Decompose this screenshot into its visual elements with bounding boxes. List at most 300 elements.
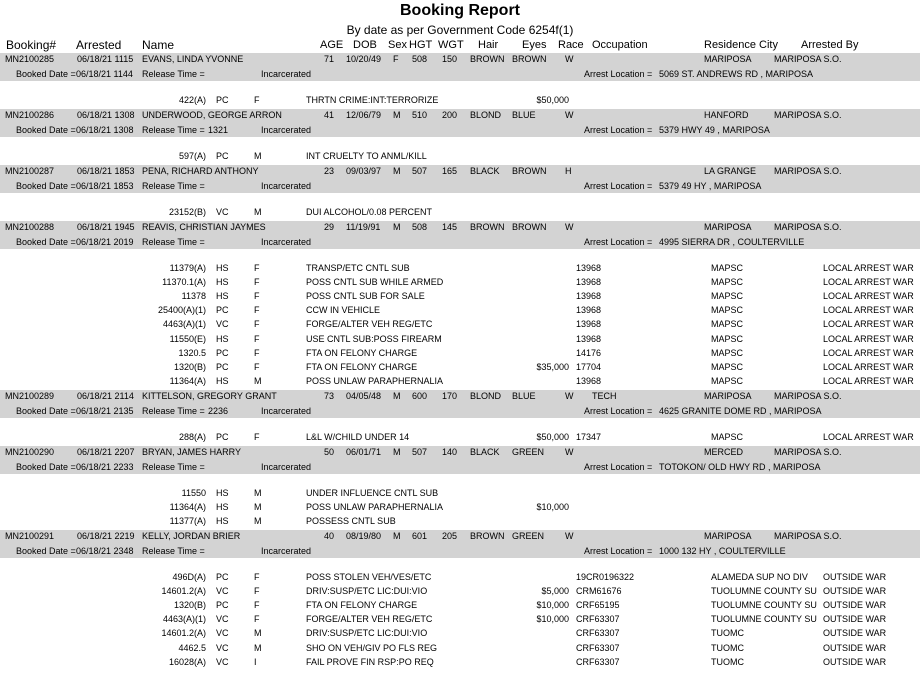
warrant-number: 17704 (576, 361, 602, 372)
warrant-number: CRF63307 (576, 628, 620, 639)
age: 71 (323, 54, 334, 64)
warrant-agency: MAPSC (711, 319, 744, 330)
warrant-number: 19CR0196322 (576, 572, 635, 582)
booking-number: MN2100289 (5, 391, 55, 401)
charge-description: FTA ON FELONY CHARGE (306, 600, 418, 611)
charge-row (0, 376, 920, 388)
charge-code: 496D(A) (172, 572, 206, 582)
warrant-reason: LOCAL ARREST WAR (823, 347, 914, 358)
weight: 170 (442, 391, 458, 401)
charge-description: FORGE/ALTER VEH REG/ETC (306, 319, 433, 330)
dob: 06/01/71 (346, 447, 382, 457)
arrested-datetime: 06/18/21 2114 (77, 391, 134, 401)
custody-status: Incarcerated (261, 69, 312, 79)
person-name: BRYAN, JAMES HARRY (142, 447, 242, 457)
warrant-number: 13968 (576, 319, 602, 330)
arrest-location-label: Arrest Location = (584, 181, 653, 191)
person-name: UNDERWOOD, GEORGE ARRON (142, 110, 282, 120)
warrant-number: 13968 (576, 305, 602, 316)
charge-description: SHO ON VEH/GIV PO FLS REG (306, 642, 438, 653)
booking-number: MN2100291 (5, 531, 55, 541)
charge-level: F (254, 347, 260, 358)
weight: 150 (442, 54, 458, 64)
charge-row (0, 291, 920, 303)
booked-date-label: Booked Date = (16, 462, 76, 472)
charge-type: HS (216, 375, 229, 386)
charge-description: L&L W/CHILD UNDER 14 (306, 432, 410, 442)
warrant-agency: MAPSC (711, 375, 744, 386)
report-title: Booking Report (400, 2, 520, 19)
charge-type: PC (216, 305, 229, 316)
charge-code: 11377(A) (169, 516, 206, 527)
warrant-agency: MAPSC (711, 263, 744, 273)
arrested-by: MARIPOSA S.O. (774, 222, 842, 232)
sex: M (393, 166, 401, 176)
release-time-label: Release Time = (142, 69, 205, 79)
eye-color: BROWN (512, 54, 547, 64)
warrant-reason: LOCAL ARREST WAR (823, 291, 914, 302)
weight: 205 (442, 531, 458, 541)
charge-description: INT CRUELTY TO ANML/KILL (306, 151, 427, 161)
arrested-datetime: 06/18/21 2207 (77, 447, 135, 457)
charge-row (0, 643, 920, 655)
dob: 09/03/97 (346, 166, 382, 176)
custody-status: Incarcerated (261, 462, 312, 472)
height: 601 (412, 531, 428, 541)
charge-type: VC (216, 586, 229, 597)
charge-row (0, 277, 920, 289)
charge-code: 4463(A)(1) (162, 614, 206, 625)
age: 50 (323, 447, 334, 457)
charge-type: VC (216, 656, 229, 667)
charge-type: HS (216, 277, 229, 288)
warrant-agency: MAPSC (711, 277, 744, 288)
charge-row (0, 319, 920, 331)
arrested-by: MARIPOSA S.O. (774, 166, 842, 176)
warrant-number: 14176 (576, 347, 602, 358)
hair-color: BLOND (470, 110, 502, 120)
warrant-number: 17347 (576, 432, 602, 442)
hair-color: BROWN (470, 222, 505, 232)
bail-amount: $10,000 (536, 502, 569, 513)
bail-amount: $10,000 (536, 600, 569, 611)
release-time-label: Release Time = (142, 181, 205, 191)
booked-date: 06/18/21 2348 (76, 546, 134, 556)
charge-code: 1320(B) (173, 361, 206, 372)
age: 23 (323, 166, 334, 176)
person-name: PENA, RICHARD ANTHONY (142, 166, 259, 176)
warrant-reason: OUTSIDE WAR (823, 614, 887, 625)
weight: 165 (442, 166, 458, 176)
charge-level: F (254, 361, 260, 372)
sex: F (393, 54, 399, 64)
charge-type: VC (216, 319, 229, 330)
warrant-number: 13968 (576, 263, 602, 273)
warrant-agency: MAPSC (711, 361, 744, 372)
arrest-location: 4625 GRANITE DOME RD , MARIPOSA (659, 406, 822, 416)
col-race: Race (558, 39, 584, 51)
arrested-by: MARIPOSA S.O. (774, 54, 842, 64)
charge-level: I (254, 656, 257, 667)
charge-level: F (254, 263, 260, 273)
charge-type: HS (216, 263, 229, 273)
charge-description: DRIV:SUSP/ETC LIC:DUI:VIO (306, 586, 428, 597)
col-residence: Residence City (704, 39, 778, 51)
charge-level: F (254, 305, 260, 316)
charge-type: PC (216, 600, 229, 611)
col-hair: Hair (478, 39, 499, 51)
booking-number: MN2100286 (5, 110, 55, 120)
warrant-agency: MAPSC (711, 347, 744, 358)
arrest-location: 5069 ST. ANDREWS RD , MARIPOSA (659, 69, 814, 79)
residence-city: MARIPOSA (704, 391, 752, 401)
warrant-reason: LOCAL ARREST WAR (823, 432, 914, 442)
height: 508 (412, 222, 428, 232)
charge-code: 23152(B) (168, 207, 206, 217)
charge-level: F (254, 586, 260, 597)
custody-status: Incarcerated (261, 546, 312, 556)
warrant-reason: LOCAL ARREST WAR (823, 277, 914, 288)
charge-description: POSS CNTL SUB FOR SALE (306, 291, 425, 302)
charge-row (0, 502, 920, 514)
arrest-location: TOTOKON/ OLD HWY RD , MARIPOSA (659, 462, 821, 472)
person-name: KITTELSON, GREGORY GRANT (142, 391, 277, 401)
warrant-number: 13968 (576, 333, 602, 344)
charge-type: PC (216, 361, 229, 372)
eye-color: GREEN (512, 531, 545, 541)
race: W (565, 222, 574, 232)
warrant-reason: OUTSIDE WAR (823, 572, 887, 582)
warrant-reason: OUTSIDE WAR (823, 656, 887, 667)
warrant-agency: TUOLUMNE COUNTY SU (711, 614, 817, 625)
charge-description: TRANSP/ETC CNTL SUB (306, 263, 410, 273)
charge-code: 16028(A) (168, 656, 206, 667)
charge-code: 11370.1(A) (162, 277, 206, 288)
booked-date-label: Booked Date = (16, 237, 76, 247)
charge-row (0, 348, 920, 360)
warrant-number: CRF63307 (576, 656, 620, 667)
charge-type: PC (216, 95, 229, 105)
charge-row (0, 334, 920, 346)
charge-row (0, 628, 920, 640)
charge-description: POSS CNTL SUB WHILE ARMED (306, 277, 444, 288)
charge-type: VC (216, 207, 229, 217)
residence-city: MARIPOSA (704, 222, 752, 232)
sex: M (393, 222, 401, 232)
charge-code: 11364(A) (169, 502, 206, 513)
charge-type: PC (216, 347, 229, 358)
charge-level: F (254, 277, 260, 288)
charge-type: VC (216, 614, 229, 625)
occupation: TECH (592, 391, 617, 401)
residence-city: MERCED (704, 447, 744, 457)
charge-description: THRTN CRIME:INT:TERRORIZE (306, 95, 439, 105)
arrest-location-label: Arrest Location = (584, 69, 653, 79)
charge-code: 14601.2(A) (161, 586, 206, 597)
release-time-label: Release Time = (142, 125, 205, 135)
charge-description: DUI ALCOHOL/0.08 PERCENT (306, 207, 433, 217)
arrested-by: MARIPOSA S.O. (774, 110, 842, 120)
col-eyes: Eyes (522, 39, 547, 51)
person-name: REAVIS, CHRISTIAN JAYMES (142, 222, 266, 232)
booked-date: 06/18/21 2019 (76, 237, 134, 247)
arrested-datetime: 06/18/21 2219 (77, 531, 135, 541)
dob: 08/19/80 (346, 531, 382, 541)
column-header-row (0, 37, 920, 53)
booked-date-label: Booked Date = (16, 546, 76, 556)
charge-code: 14601.2(A) (161, 628, 206, 639)
residence-city: LA GRANGE (704, 166, 757, 176)
charge-level: F (254, 614, 260, 625)
charge-description: FTA ON FELONY CHARGE (306, 361, 418, 372)
charge-type: PC (216, 151, 229, 161)
charge-row (0, 600, 920, 612)
booked-date: 06/18/21 2135 (76, 406, 134, 416)
col-booking: Booking# (6, 38, 57, 52)
warrant-agency: TUOMC (711, 628, 744, 639)
custody-status: Incarcerated (261, 237, 312, 247)
charge-row (0, 207, 920, 219)
eye-color: GREEN (512, 447, 545, 457)
charge-level: M (254, 151, 262, 161)
charge-description: FORGE/ALTER VEH REG/ETC (306, 614, 433, 625)
warrant-reason: OUTSIDE WAR (823, 600, 887, 611)
release-time-label: Release Time = (142, 237, 205, 247)
charge-row (0, 488, 920, 500)
release-time-label: Release Time = (142, 462, 205, 472)
charge-type: HS (216, 291, 229, 302)
age: 73 (323, 391, 334, 401)
charge-code: 11379(A) (169, 263, 206, 273)
charge-row (0, 657, 920, 669)
charge-level: F (254, 600, 260, 611)
bail-amount: $10,000 (536, 614, 569, 625)
race: H (565, 166, 572, 176)
age: 41 (323, 110, 334, 120)
height: 510 (412, 110, 428, 120)
booking-number: MN2100288 (5, 222, 55, 232)
charge-row (0, 586, 920, 598)
charge-row (0, 151, 920, 163)
arrest-location: 1000 132 HY , COULTERVILLE (659, 546, 786, 556)
charge-description: POSS UNLAW PARAPHERNALIA (306, 375, 444, 386)
charge-level: F (254, 333, 260, 344)
warrant-agency: TUOMC (711, 642, 744, 653)
hair-color: BROWN (470, 531, 505, 541)
col-occupation: Occupation (592, 39, 648, 51)
warrant-agency: TUOMC (711, 656, 744, 667)
charge-level: F (254, 319, 260, 330)
warrant-number: CRF65195 (576, 600, 620, 611)
charge-row (0, 516, 920, 528)
arrested-datetime: 06/18/21 1115 (77, 54, 134, 64)
charge-level: F (254, 291, 260, 302)
charge-description: CCW IN VEHICLE (306, 305, 381, 316)
col-name: Name (142, 38, 175, 52)
custody-status: Incarcerated (261, 125, 312, 135)
arrested-by: MARIPOSA S.O. (774, 391, 842, 401)
charge-code: 4463(A)(1) (162, 319, 206, 330)
charge-description: DRIV:SUSP/ETC LIC:DUI:VIO (306, 628, 428, 639)
bail-amount: $50,000 (536, 95, 569, 105)
charge-code: 25400(A)(1) (157, 305, 206, 316)
booked-date-label: Booked Date = (16, 181, 76, 191)
arrest-location-label: Arrest Location = (584, 462, 653, 472)
booked-date: 06/18/21 1853 (76, 181, 134, 191)
dob: 12/06/79 (346, 110, 382, 120)
booked-date-label: Booked Date = (16, 125, 76, 135)
warrant-number: CRF63307 (576, 642, 620, 653)
charge-level: F (254, 95, 260, 105)
race: W (565, 531, 574, 541)
age: 29 (323, 222, 334, 232)
arrest-location-label: Arrest Location = (584, 406, 653, 416)
warrant-number: 13968 (576, 277, 602, 288)
arrested-by: MARIPOSA S.O. (774, 531, 842, 541)
charge-code: 11378 (181, 291, 206, 302)
charge-level: M (254, 375, 262, 386)
col-age: AGE (320, 39, 344, 51)
eye-color: BROWN (512, 166, 547, 176)
arrested-datetime: 06/18/21 1853 (77, 166, 135, 176)
charge-type: HS (216, 502, 229, 513)
bail-amount: $5,000 (541, 586, 569, 597)
warrant-reason: LOCAL ARREST WAR (823, 319, 914, 330)
warrant-number: CRM61676 (576, 586, 622, 597)
warrant-agency: MAPSC (711, 432, 744, 442)
charge-level: M (254, 628, 262, 639)
col-arrested-by: Arrested By (801, 39, 859, 51)
charge-row (0, 263, 920, 275)
charge-code: 288(A) (178, 432, 206, 442)
warrant-reason: LOCAL ARREST WAR (823, 263, 914, 273)
custody-status: Incarcerated (261, 181, 312, 191)
charge-row (0, 305, 920, 317)
warrant-reason: LOCAL ARREST WAR (823, 305, 914, 316)
charge-code: 422(A) (178, 95, 206, 105)
warrant-number: 13968 (576, 291, 602, 302)
warrant-reason: LOCAL ARREST WAR (823, 375, 914, 386)
warrant-reason: OUTSIDE WAR (823, 642, 887, 653)
charge-type: VC (216, 642, 229, 653)
charge-row (0, 432, 920, 444)
custody-status: Incarcerated (261, 406, 312, 416)
hair-color: BLACK (470, 447, 500, 457)
col-wgt: WGT (438, 39, 464, 51)
residence-city: MARIPOSA (704, 54, 752, 64)
charge-level: M (254, 642, 262, 653)
col-sex: Sex (388, 39, 407, 51)
charge-code: 597(A) (178, 151, 206, 161)
bail-amount: $35,000 (536, 361, 569, 372)
charge-level: M (254, 488, 262, 498)
charge-code: 11364(A) (169, 375, 206, 386)
charge-description: POSSESS CNTL SUB (306, 516, 396, 527)
col-arrested: Arrested (76, 38, 122, 52)
booked-date: 06/18/21 2233 (76, 462, 134, 472)
warrant-agency: TUOLUMNE COUNTY SU (711, 586, 817, 597)
weight: 140 (442, 447, 458, 457)
arrested-datetime: 06/18/21 1945 (77, 222, 135, 232)
person-name: EVANS, LINDA YVONNE (142, 54, 244, 64)
charge-description: FTA ON FELONY CHARGE (306, 347, 418, 358)
booking-number: MN2100290 (5, 447, 55, 457)
height: 507 (412, 447, 428, 457)
release-time-label: Release Time = (142, 546, 205, 556)
sex: M (393, 531, 401, 541)
person-name: KELLY, JORDAN BRIER (142, 531, 241, 541)
col-dob: DOB (353, 39, 377, 51)
charge-description: FAIL PROVE FIN RSP:PO REQ (306, 656, 434, 667)
charge-level: M (254, 207, 262, 217)
charge-code: 1320(B) (173, 600, 206, 611)
charge-code: 11550 (181, 488, 206, 498)
warrant-reason: LOCAL ARREST WAR (823, 361, 914, 372)
residence-city: HANFORD (704, 110, 749, 120)
charge-type: HS (216, 516, 229, 527)
charge-type: PC (216, 572, 229, 582)
charge-level: M (254, 516, 262, 527)
sex: M (393, 110, 401, 120)
height: 600 (412, 391, 428, 401)
race: W (565, 391, 574, 401)
warrant-agency: TUOLUMNE COUNTY SU (711, 600, 817, 611)
eye-color: BLUE (512, 391, 536, 401)
hair-color: BROWN (470, 54, 505, 64)
arrest-location-label: Arrest Location = (584, 125, 653, 135)
eye-color: BROWN (512, 222, 547, 232)
warrant-number: CRF63307 (576, 614, 620, 625)
bail-amount: $50,000 (536, 432, 569, 442)
residence-city: MARIPOSA (704, 531, 752, 541)
warrant-reason: LOCAL ARREST WAR (823, 333, 914, 344)
charge-type: VC (216, 628, 229, 639)
arrested-by: MARIPOSA S.O. (774, 447, 842, 457)
warrant-agency: MAPSC (711, 291, 744, 302)
arrest-location: 5379 49 HY , MARIPOSA (659, 181, 762, 191)
charge-description: POSS UNLAW PARAPHERNALIA (306, 502, 444, 513)
arrest-location: 4995 SIERRA DR , COULTERVILLE (659, 237, 805, 247)
arrested-datetime: 06/18/21 1308 (77, 110, 135, 120)
dob: 10/20/49 (346, 54, 382, 64)
warrant-number: 13968 (576, 375, 602, 386)
charge-code: 11550(E) (169, 333, 206, 344)
charge-description: USE CNTL SUB:POSS FIREARM (306, 333, 442, 344)
dob: 04/05/48 (346, 391, 382, 401)
weight: 145 (442, 222, 458, 232)
race: W (565, 447, 574, 457)
weight: 200 (442, 110, 458, 120)
arrest-location: 5379 HWY 49 , MARIPOSA (659, 125, 770, 135)
charge-description: POSS STOLEN VEH/VES/ETC (306, 572, 432, 582)
charge-type: HS (216, 488, 229, 498)
height: 507 (412, 166, 428, 176)
warrant-agency: ALAMEDA SUP NO DIV (711, 572, 808, 582)
race: W (565, 54, 574, 64)
charge-row (0, 614, 920, 626)
booked-date: 06/18/21 1144 (76, 69, 133, 79)
release-time: 2236 (208, 406, 229, 416)
charge-type: HS (216, 333, 229, 344)
warrant-reason: OUTSIDE WAR (823, 628, 887, 639)
charge-code: 1320.5 (178, 347, 206, 358)
release-time: 1321 (208, 125, 229, 135)
age: 40 (323, 531, 334, 541)
dob: 11/19/91 (346, 222, 381, 232)
arrest-location-label: Arrest Location = (584, 237, 653, 247)
hair-color: BLACK (470, 166, 500, 176)
booked-date: 06/18/21 1308 (76, 125, 134, 135)
